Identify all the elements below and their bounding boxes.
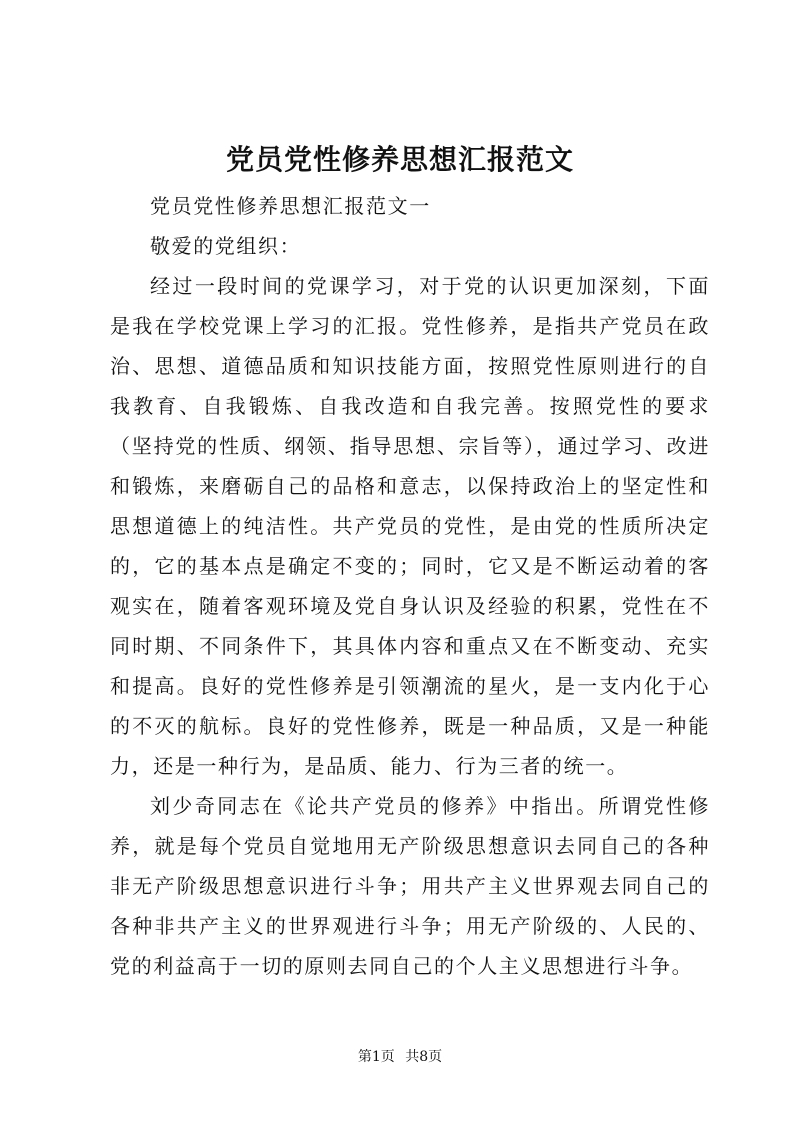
document-title: 党员党性修养思想汇报范文 [225,143,574,176]
page-number: 第1页 [357,1049,395,1065]
page-footer [0,1047,800,1067]
subtitle-paragraph: 党员党性修养思想汇报范文一 [150,194,431,218]
document-body [110,186,710,986]
body-paragraph: 刘少奇同志在《论共产党员的修养》中指出。所谓党性修养，就是每个党员自觉地用无产阶级思想意识去同自己的各种非无产阶级思想意识进行斗争；用共产主义世界观去同自己的各种非共产主义的世界观进行斗争；用无产阶级的、人民的、党的利益高于一切的原则去同自己的个人主义思想进行斗争。 [110,794,710,978]
body-paragraph: 经过一段时间的党课学习，对于党的认识更加深刻，下面是我在学校党课上学习的汇报。党性修养，是指共产党员在政治、思想、道德品质和知识技能方面，按照党性原则进行的自我教育、自我锻炼、自我改造和自我完善。按照党性的要求（坚持党的性质、纲领、指导思想、宗旨等），通过学习、改进和锻炼，来磨砺自己的品格和意志，以保持政治上的坚定性和思想道德上的纯洁性。共产党员的党性，是由党的性质所决定的，它的基本点是确定不变的；同时，它又是不断运动着的客观实在，随着客观环境及党自身认识及经验的积累，党性在不同时期、不同条件下，其具体内容和重点又在不断变动、充实和提高。良好的党性修养是引领潮流的星火，是一支内化于心的不灭的航标。良好的党性修养，既是一种品质，又是一种能力，还是一种行为，是品质、能力、行为三者的统一。 [110,274,710,778]
salutation-paragraph: 敬爱的党组织： [150,234,302,258]
page-total: 共8页 [405,1049,443,1065]
